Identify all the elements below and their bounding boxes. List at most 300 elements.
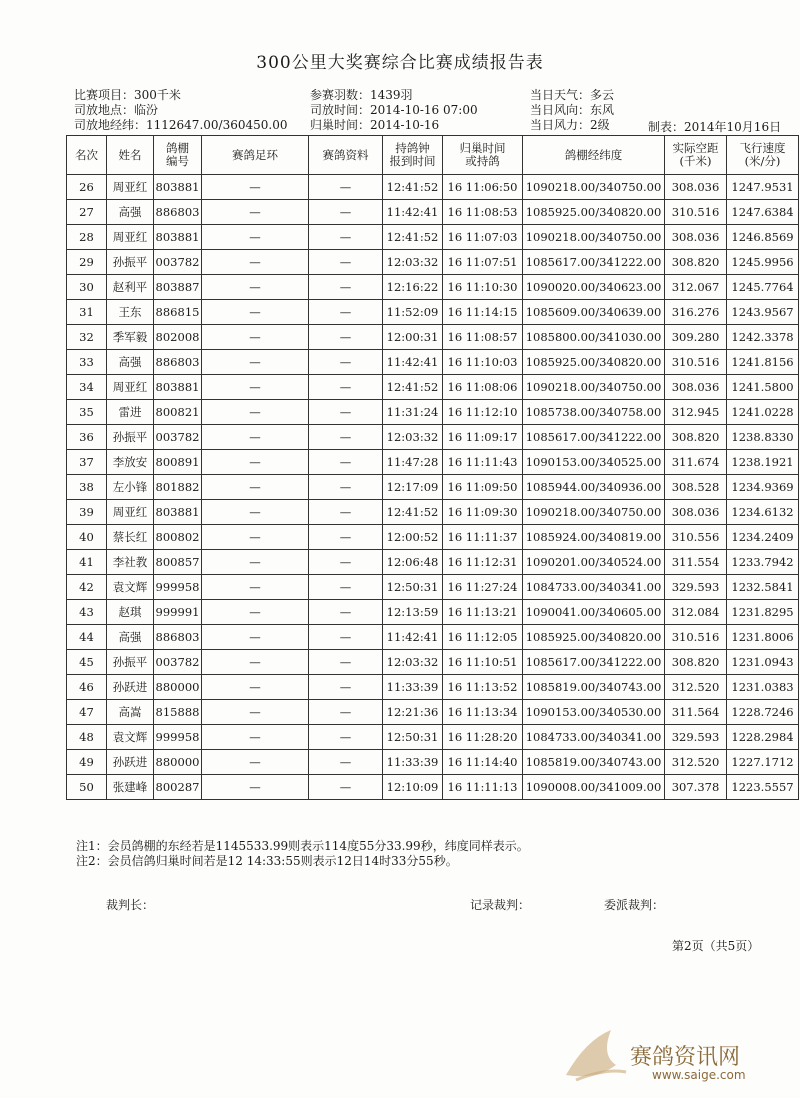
watermark-url: www.saige.com <box>652 1068 746 1082</box>
cell-loft-no: 800891 <box>154 450 202 475</box>
cell-rank: 36 <box>67 425 107 450</box>
cell-distance: 307.378 <box>665 775 727 800</box>
meta-release-place: 司放地点：临汾 <box>74 103 159 117</box>
cell-return-time: 16 11:12:31 <box>443 550 523 575</box>
cell-loft-no: 800802 <box>154 525 202 550</box>
cell-speed: 1242.3378 <box>727 325 799 350</box>
cell-pigeon-info: — <box>309 350 383 375</box>
footnotes <box>76 839 529 869</box>
table-row <box>67 625 799 650</box>
cell-name: 高强 <box>107 350 154 375</box>
cell-pigeon-info: — <box>309 725 383 750</box>
cell-rank: 37 <box>67 450 107 475</box>
signature-record-judge: 记录裁判： <box>470 898 531 912</box>
cell-distance: 311.564 <box>665 700 727 725</box>
cell-return-time: 16 11:10:03 <box>443 350 523 375</box>
cell-speed: 1227.1712 <box>727 750 799 775</box>
cell-ring: — <box>202 450 309 475</box>
table-row <box>67 325 799 350</box>
results-table <box>66 135 799 800</box>
meta-entry-count: 参赛羽数：1439羽 <box>310 88 413 102</box>
header-coords: 鸽棚经纬度 <box>523 136 665 175</box>
cell-rank: 45 <box>67 650 107 675</box>
cell-return-time: 16 11:09:50 <box>443 475 523 500</box>
cell-rank: 49 <box>67 750 107 775</box>
cell-name: 赵琪 <box>107 600 154 625</box>
table-row <box>67 550 799 575</box>
cell-speed: 1238.8330 <box>727 425 799 450</box>
cell-pigeon-info: — <box>309 400 383 425</box>
table-row <box>67 725 799 750</box>
cell-loft-no: 003782 <box>154 425 202 450</box>
cell-return-time: 16 11:08:57 <box>443 325 523 350</box>
meta-race-item: 比赛项目：300千米 <box>74 88 181 102</box>
cell-coords: 1085819.00/340743.00 <box>523 750 665 775</box>
table-row <box>67 400 799 425</box>
table-row <box>67 750 799 775</box>
table-row <box>67 675 799 700</box>
cell-pigeon-info: — <box>309 325 383 350</box>
cell-name: 袁文辉 <box>107 725 154 750</box>
cell-pigeon-info: — <box>309 450 383 475</box>
cell-rank: 42 <box>67 575 107 600</box>
cell-distance: 308.820 <box>665 250 727 275</box>
cell-pigeon-info: — <box>309 300 383 325</box>
meta-release-time: 司放时间：2014-10-16 07:00 <box>310 103 478 117</box>
cell-pigeon-info: — <box>309 650 383 675</box>
cell-coords: 1085617.00/341222.00 <box>523 250 665 275</box>
cell-rank: 30 <box>67 275 107 300</box>
table-row <box>67 300 799 325</box>
cell-speed: 1234.2409 <box>727 525 799 550</box>
cell-coords: 1085617.00/341222.00 <box>523 650 665 675</box>
cell-return-time: 16 11:27:24 <box>443 575 523 600</box>
table-row <box>67 475 799 500</box>
cell-clock-time: 11:47:28 <box>383 450 443 475</box>
cell-pigeon-info: — <box>309 225 383 250</box>
cell-pigeon-info: — <box>309 175 383 200</box>
cell-pigeon-info: — <box>309 750 383 775</box>
table-row <box>67 275 799 300</box>
cell-distance: 312.520 <box>665 675 727 700</box>
cell-coords: 1085819.00/340743.00 <box>523 675 665 700</box>
cell-distance: 308.036 <box>665 225 727 250</box>
cell-pigeon-info: — <box>309 500 383 525</box>
cell-speed: 1241.8156 <box>727 350 799 375</box>
cell-speed: 1234.6132 <box>727 500 799 525</box>
cell-loft-no: 801882 <box>154 475 202 500</box>
cell-pigeon-info: — <box>309 425 383 450</box>
cell-clock-time: 12:21:36 <box>383 700 443 725</box>
cell-loft-no: 999958 <box>154 575 202 600</box>
cell-loft-no: 003782 <box>154 650 202 675</box>
meta-column-3 <box>530 88 614 133</box>
cell-speed: 1231.8006 <box>727 625 799 650</box>
cell-speed: 1228.7246 <box>727 700 799 725</box>
cell-return-time: 16 11:09:30 <box>443 500 523 525</box>
cell-ring: — <box>202 550 309 575</box>
meta-release-coords: 司放地经纬：1112647.00/360450.00 <box>74 118 288 132</box>
cell-distance: 308.820 <box>665 650 727 675</box>
cell-ring: — <box>202 300 309 325</box>
cell-pigeon-info: — <box>309 700 383 725</box>
table-row <box>67 575 799 600</box>
cell-ring: — <box>202 600 309 625</box>
cell-ring: — <box>202 650 309 675</box>
cell-coords: 1084733.00/340341.00 <box>523 575 665 600</box>
cell-loft-no: 886815 <box>154 300 202 325</box>
cell-return-time: 16 11:10:30 <box>443 275 523 300</box>
cell-clock-time: 12:41:52 <box>383 175 443 200</box>
cell-rank: 39 <box>67 500 107 525</box>
cell-ring: — <box>202 400 309 425</box>
cell-clock-time: 11:33:39 <box>383 675 443 700</box>
cell-return-time: 16 11:11:13 <box>443 775 523 800</box>
cell-rank: 35 <box>67 400 107 425</box>
cell-ring: — <box>202 175 309 200</box>
cell-coords: 1090008.00/341009.00 <box>523 775 665 800</box>
cell-distance: 308.036 <box>665 175 727 200</box>
header-ring: 赛鸽足环 <box>202 136 309 175</box>
meta-wind-direction: 当日风向：东风 <box>530 103 615 117</box>
cell-loft-no: 803881 <box>154 500 202 525</box>
cell-distance: 309.280 <box>665 325 727 350</box>
cell-loft-no: 803881 <box>154 375 202 400</box>
cell-ring: — <box>202 675 309 700</box>
cell-speed: 1231.0383 <box>727 675 799 700</box>
cell-distance: 311.674 <box>665 450 727 475</box>
cell-loft-no: 886803 <box>154 200 202 225</box>
cell-return-time: 16 11:09:17 <box>443 425 523 450</box>
cell-rank: 26 <box>67 175 107 200</box>
cell-coords: 1084733.00/340341.00 <box>523 725 665 750</box>
cell-coords: 1090020.00/340623.00 <box>523 275 665 300</box>
footnote-1: 注1：会员鸽棚的东经若是1145533.99则表示114度55分33.99秒，纬度同样表示。 <box>76 839 529 853</box>
cell-name: 赵利平 <box>107 275 154 300</box>
cell-speed: 1245.7764 <box>727 275 799 300</box>
cell-return-time: 16 11:11:37 <box>443 525 523 550</box>
cell-coords: 1085944.00/340936.00 <box>523 475 665 500</box>
cell-speed: 1232.5841 <box>727 575 799 600</box>
table-row <box>67 175 799 200</box>
cell-name: 孙振平 <box>107 650 154 675</box>
cell-distance: 329.593 <box>665 575 727 600</box>
cell-name: 李社教 <box>107 550 154 575</box>
header-clock-time: 持鸽钟 报到时间 <box>383 136 443 175</box>
table-row <box>67 525 799 550</box>
cell-speed: 1245.9956 <box>727 250 799 275</box>
cell-rank: 38 <box>67 475 107 500</box>
cell-return-time: 16 11:13:34 <box>443 700 523 725</box>
cell-loft-no: 800821 <box>154 400 202 425</box>
cell-distance: 312.067 <box>665 275 727 300</box>
cell-rank: 48 <box>67 725 107 750</box>
cell-loft-no: 999958 <box>154 725 202 750</box>
cell-rank: 46 <box>67 675 107 700</box>
header-rank: 名次 <box>67 136 107 175</box>
cell-ring: — <box>202 325 309 350</box>
cell-pigeon-info: — <box>309 275 383 300</box>
cell-distance: 308.528 <box>665 475 727 500</box>
cell-pigeon-info: — <box>309 250 383 275</box>
cell-return-time: 16 11:07:51 <box>443 250 523 275</box>
cell-loft-no: 815888 <box>154 700 202 725</box>
cell-loft-no: 880000 <box>154 675 202 700</box>
cell-name: 高强 <box>107 200 154 225</box>
cell-coords: 1085609.00/340639.00 <box>523 300 665 325</box>
cell-loft-no: 803881 <box>154 225 202 250</box>
header-distance: 实际空距 (千米) <box>665 136 727 175</box>
cell-speed: 1241.5800 <box>727 375 799 400</box>
cell-speed: 1247.6384 <box>727 200 799 225</box>
cell-return-time: 16 11:14:15 <box>443 300 523 325</box>
cell-clock-time: 11:33:39 <box>383 750 443 775</box>
cell-rank: 34 <box>67 375 107 400</box>
page-number: 第2页（共5页） <box>672 939 760 953</box>
cell-return-time: 16 11:12:05 <box>443 625 523 650</box>
cell-return-time: 16 11:08:53 <box>443 200 523 225</box>
cell-clock-time: 12:41:52 <box>383 225 443 250</box>
cell-rank: 44 <box>67 625 107 650</box>
cell-rank: 41 <box>67 550 107 575</box>
table-row <box>67 375 799 400</box>
cell-speed: 1247.9531 <box>727 175 799 200</box>
table-body <box>67 175 799 800</box>
cell-return-time: 16 11:13:52 <box>443 675 523 700</box>
cell-pigeon-info: — <box>309 575 383 600</box>
cell-clock-time: 12:00:52 <box>383 525 443 550</box>
cell-clock-time: 12:10:09 <box>383 775 443 800</box>
cell-ring: — <box>202 375 309 400</box>
cell-distance: 310.516 <box>665 200 727 225</box>
cell-pigeon-info: — <box>309 375 383 400</box>
cell-rank: 43 <box>67 600 107 625</box>
cell-ring: — <box>202 275 309 300</box>
table-header-row <box>67 136 799 175</box>
header-name: 姓名 <box>107 136 154 175</box>
table-row <box>67 600 799 625</box>
cell-coords: 1085925.00/340820.00 <box>523 625 665 650</box>
cell-return-time: 16 11:11:43 <box>443 450 523 475</box>
cell-name: 高强 <box>107 625 154 650</box>
cell-clock-time: 12:03:32 <box>383 650 443 675</box>
cell-loft-no: 003782 <box>154 250 202 275</box>
cell-loft-no: 886803 <box>154 350 202 375</box>
report-title: 300公里大奖赛综合比赛成绩报告表 <box>256 53 544 73</box>
cell-ring: — <box>202 350 309 375</box>
cell-coords: 1090218.00/340750.00 <box>523 375 665 400</box>
cell-speed: 1228.2984 <box>727 725 799 750</box>
table-row <box>67 425 799 450</box>
cell-name: 周亚红 <box>107 500 154 525</box>
cell-clock-time: 12:06:48 <box>383 550 443 575</box>
table-row <box>67 350 799 375</box>
cell-coords: 1085925.00/340820.00 <box>523 350 665 375</box>
cell-pigeon-info: — <box>309 550 383 575</box>
cell-pigeon-info: — <box>309 600 383 625</box>
cell-coords: 1085617.00/341222.00 <box>523 425 665 450</box>
cell-coords: 1085738.00/340758.00 <box>523 400 665 425</box>
cell-pigeon-info: — <box>309 625 383 650</box>
cell-speed: 1241.0228 <box>727 400 799 425</box>
cell-coords: 1090218.00/340750.00 <box>523 175 665 200</box>
cell-pigeon-info: — <box>309 475 383 500</box>
cell-speed: 1231.0943 <box>727 650 799 675</box>
cell-speed: 1233.7942 <box>727 550 799 575</box>
cell-distance: 311.554 <box>665 550 727 575</box>
cell-distance: 308.036 <box>665 500 727 525</box>
header-loft-no: 鸽棚 编号 <box>154 136 202 175</box>
cell-name: 高嵩 <box>107 700 154 725</box>
cell-distance: 308.036 <box>665 375 727 400</box>
cell-name: 季军毅 <box>107 325 154 350</box>
table-row <box>67 700 799 725</box>
cell-return-time: 16 11:14:40 <box>443 750 523 775</box>
meta-column-2 <box>310 88 478 133</box>
cell-distance: 316.276 <box>665 300 727 325</box>
cell-ring: — <box>202 750 309 775</box>
cell-loft-no: 886803 <box>154 625 202 650</box>
cell-clock-time: 12:50:31 <box>383 725 443 750</box>
cell-name: 孙振平 <box>107 250 154 275</box>
cell-ring: — <box>202 425 309 450</box>
cell-return-time: 16 11:06:50 <box>443 175 523 200</box>
cell-name: 左小锋 <box>107 475 154 500</box>
cell-ring: — <box>202 700 309 725</box>
header-speed: 飞行速度 (米/分) <box>727 136 799 175</box>
cell-clock-time: 12:50:31 <box>383 575 443 600</box>
cell-coords: 1085800.00/341030.00 <box>523 325 665 350</box>
table-row <box>67 775 799 800</box>
cell-ring: — <box>202 200 309 225</box>
cell-ring: — <box>202 525 309 550</box>
cell-coords: 1090153.00/340525.00 <box>523 450 665 475</box>
cell-coords: 1090218.00/340750.00 <box>523 500 665 525</box>
cell-name: 李放安 <box>107 450 154 475</box>
cell-clock-time: 11:31:24 <box>383 400 443 425</box>
cell-name: 袁文辉 <box>107 575 154 600</box>
cell-clock-time: 12:13:59 <box>383 600 443 625</box>
cell-return-time: 16 11:07:03 <box>443 225 523 250</box>
cell-ring: — <box>202 250 309 275</box>
table-row <box>67 250 799 275</box>
cell-loft-no: 880000 <box>154 750 202 775</box>
cell-name: 周亚红 <box>107 225 154 250</box>
cell-clock-time: 11:42:41 <box>383 200 443 225</box>
cell-clock-time: 11:42:41 <box>383 350 443 375</box>
cell-name: 周亚红 <box>107 175 154 200</box>
cell-rank: 50 <box>67 775 107 800</box>
cell-clock-time: 12:17:09 <box>383 475 443 500</box>
cell-distance: 312.520 <box>665 750 727 775</box>
cell-coords: 1090201.00/340524.00 <box>523 550 665 575</box>
cell-speed: 1223.5557 <box>727 775 799 800</box>
cell-clock-time: 12:00:31 <box>383 325 443 350</box>
cell-distance: 329.593 <box>665 725 727 750</box>
cell-speed: 1234.9369 <box>727 475 799 500</box>
table-row <box>67 450 799 475</box>
cell-rank: 28 <box>67 225 107 250</box>
table-row <box>67 500 799 525</box>
cell-coords: 1090218.00/340750.00 <box>523 225 665 250</box>
cell-pigeon-info: — <box>309 775 383 800</box>
cell-ring: — <box>202 575 309 600</box>
header-pigeon-info: 赛鸽资料 <box>309 136 383 175</box>
cell-name: 王东 <box>107 300 154 325</box>
cell-speed: 1243.9567 <box>727 300 799 325</box>
cell-coords: 1090041.00/340605.00 <box>523 600 665 625</box>
cell-loft-no: 800287 <box>154 775 202 800</box>
cell-distance: 312.945 <box>665 400 727 425</box>
cell-name: 孙跃进 <box>107 675 154 700</box>
signature-chief-judge: 裁判长： <box>106 898 155 912</box>
cell-speed: 1246.8569 <box>727 225 799 250</box>
cell-ring: — <box>202 500 309 525</box>
cell-return-time: 16 11:08:06 <box>443 375 523 400</box>
cell-distance: 310.516 <box>665 625 727 650</box>
cell-return-time: 16 11:12:10 <box>443 400 523 425</box>
header-return-time: 归巢时间 或持鸽 <box>443 136 523 175</box>
cell-ring: — <box>202 225 309 250</box>
cell-clock-time: 11:52:09 <box>383 300 443 325</box>
meta-made-date: 制表：2014年10月16日 <box>648 120 782 134</box>
cell-loft-no: 999991 <box>154 600 202 625</box>
cell-rank: 33 <box>67 350 107 375</box>
footnote-2: 注2：会员信鸽归巢时间若是12 14:33:55则表示12日14时33分55秒。 <box>76 854 458 868</box>
cell-name: 孙振平 <box>107 425 154 450</box>
cell-coords: 1085925.00/340820.00 <box>523 200 665 225</box>
cell-return-time: 16 11:10:51 <box>443 650 523 675</box>
cell-pigeon-info: — <box>309 525 383 550</box>
cell-name: 张建峰 <box>107 775 154 800</box>
cell-loft-no: 803887 <box>154 275 202 300</box>
cell-clock-time: 12:41:52 <box>383 375 443 400</box>
cell-distance: 310.516 <box>665 350 727 375</box>
watermark-text: 赛鸽资讯网 <box>630 1045 741 1070</box>
meta-wind-force: 当日风力：2级 <box>530 118 610 132</box>
cell-rank: 31 <box>67 300 107 325</box>
cell-ring: — <box>202 725 309 750</box>
cell-name: 雷进 <box>107 400 154 425</box>
cell-rank: 32 <box>67 325 107 350</box>
cell-clock-time: 12:16:22 <box>383 275 443 300</box>
cell-ring: — <box>202 775 309 800</box>
cell-pigeon-info: — <box>309 200 383 225</box>
cell-ring: — <box>202 625 309 650</box>
cell-rank: 47 <box>67 700 107 725</box>
signature-delegate-judge: 委派裁判： <box>604 898 665 912</box>
meta-column-1 <box>74 88 287 133</box>
cell-return-time: 16 11:13:21 <box>443 600 523 625</box>
cell-distance: 308.820 <box>665 425 727 450</box>
cell-distance: 312.084 <box>665 600 727 625</box>
cell-rank: 40 <box>67 525 107 550</box>
cell-name: 蔡长红 <box>107 525 154 550</box>
cell-rank: 29 <box>67 250 107 275</box>
cell-clock-time: 12:41:52 <box>383 500 443 525</box>
cell-name: 孙跃进 <box>107 750 154 775</box>
cell-rank: 27 <box>67 200 107 225</box>
cell-name: 周亚红 <box>107 375 154 400</box>
cell-return-time: 16 11:28:20 <box>443 725 523 750</box>
cell-loft-no: 802008 <box>154 325 202 350</box>
cell-clock-time: 11:42:41 <box>383 625 443 650</box>
table-row <box>67 225 799 250</box>
cell-loft-no: 800857 <box>154 550 202 575</box>
table-row <box>67 650 799 675</box>
cell-coords: 1090153.00/340530.00 <box>523 700 665 725</box>
meta-weather: 当日天气：多云 <box>530 88 615 102</box>
